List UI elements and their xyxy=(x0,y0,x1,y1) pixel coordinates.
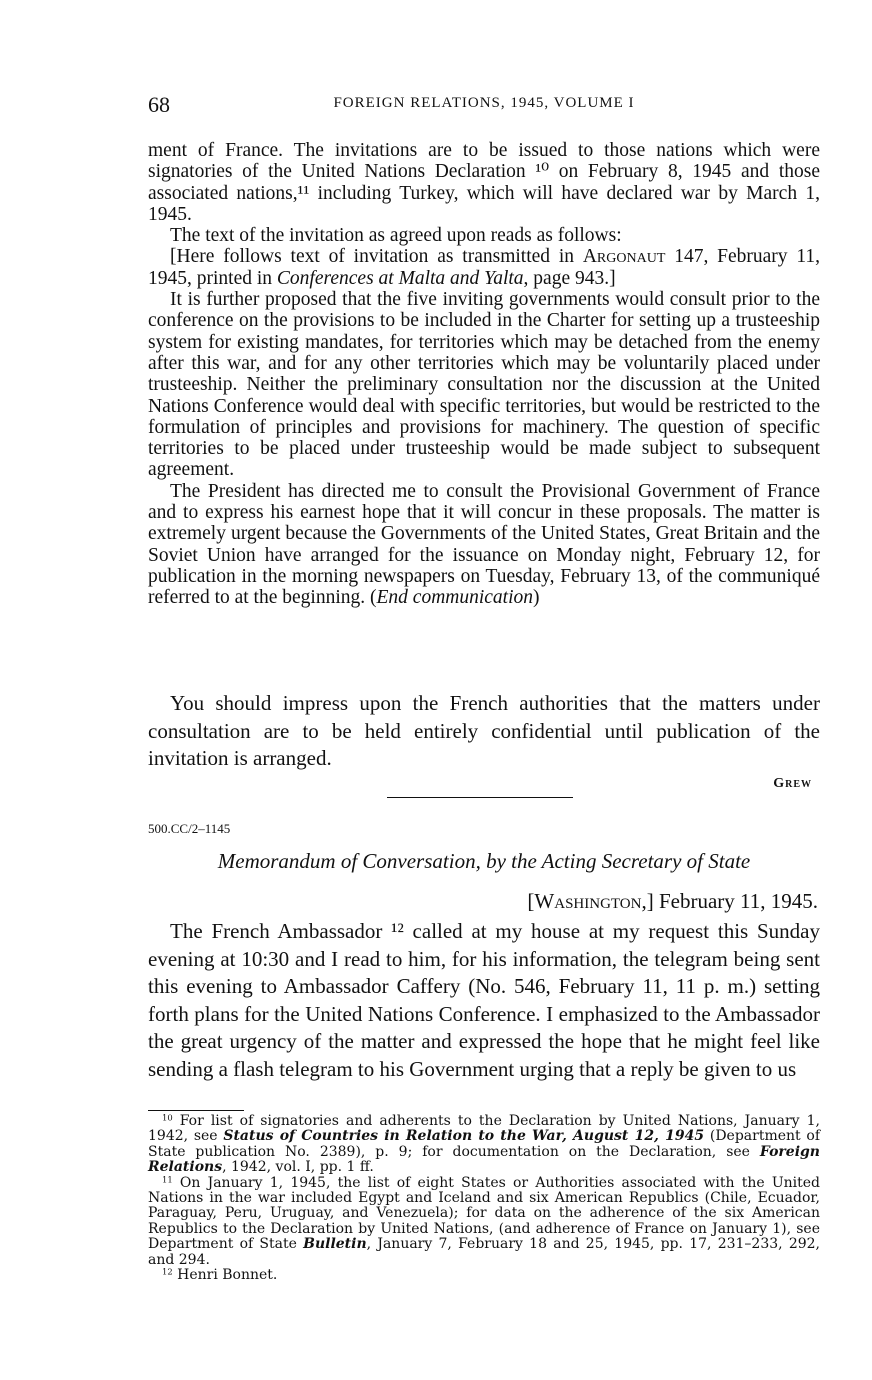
footnote-12: $^{12}$ Henri Bonnet. xyxy=(162,1266,278,1284)
signature: Grew xyxy=(773,776,812,791)
closing-body xyxy=(148,690,820,773)
footnote-10: $^{10}$ For list of signatories and adherents to the Declaration by United Nations, January 1, 1942, see Status of Countries in Relation to the War, August 12, 1945 (Department of State publication No. 2389), p. 9; for documentation on the Declaration, see Foreign Relations, 1942, vol. I, pp. 1 ff. xyxy=(148,1112,821,1176)
editorial-note: [Here follows text of invitation as transmitted in Argonaut 147, February 11, 1945, printed in Conferences at Malta and Yalta, page 943.] xyxy=(148,246,821,289)
paragraph: The President has directed me to consult the Provisional Government of France and to express his earnest hope that it will concur in these proposals. The matter is extremely urgent because the Governments of the United States, Great Britain and the Soviet Union have arranged for the issuance on Monday night, February 12, for publication in the morning newspapers on Tuesday, February 13, of the communiqué referred to at the beginning. (End communication) xyxy=(148,480,820,609)
page-number: 68 xyxy=(148,92,170,117)
footnote-11: $^{11}$ On January 1, 1945, the list of eight States or Authorities associated with the United Nations in the war included Egypt and Iceland and six American Republics (Chile, Ecuador, Paraguay, Peru, Uruguay, and Venezuela); for data on the adherence of the six American Republics to the Declaration by United Nations, (and adherence of France on January 1), see Department of State Bulletin, January 7, February 18 and 25, 1945, pp. 17, 231–233, 292, and 294. xyxy=(148,1174,820,1268)
memo-body xyxy=(148,918,820,1083)
paragraph: The French Ambassador ¹² called at my house at my request this Sunday evening at 10:30 and I read to him, for his information, the telegram being sent this evening to Ambassador Caffery (No. 546, February 11, 11 p. m.) setting forth plans for the United Nations Conference. I emphasized to the Ambassador the great urgency of the matter and expressed the hope that he might feel like sending a flash telegram to his Government urging that a reply be given to us xyxy=(148,919,820,1081)
paragraph: It is further proposed that the five inviting governments would consult prior to the conference on the provisions to be included in the Charter for setting up a trusteeship system for existing mandates, for territories which may be detached from the enemy after this war, and for any other territories which may be voluntarily placed under trusteeship. Neither the preliminary consultation nor the discussion at the United Nations Conference would deal with specific territories, but would be restricted to the formulation of principles and provisions for machinery. The question of specific territories to be placed under trusteeship would be made subject to subsequent agreement. xyxy=(148,289,820,481)
paragraph: ment of France. The invitations are to be issued to those nations which were signatories of the United Nations Declaration ¹⁰ on February 8, 1945 and those associated nations,¹¹ including Turkey, which will have declared war by March 1, 1945. xyxy=(148,140,820,225)
communication-body xyxy=(148,140,820,609)
memo-title: Memorandum of Conversation, by the Acting Secretary of State xyxy=(217,849,751,873)
running-header xyxy=(148,92,820,116)
paragraph: You should impress upon the French authorities that the matters under consultation are to be held entirely confidential until publication of the invitation is arranged. xyxy=(148,691,820,770)
footnote-rule xyxy=(148,1110,244,1111)
running-title: FOREIGN RELATIONS, 1945, VOLUME I xyxy=(333,95,635,111)
dateline: [Washington,] February 11, 1945. xyxy=(527,889,818,913)
footnotes xyxy=(148,1114,820,1283)
document-id: 500.CC/2–1145 xyxy=(148,821,231,836)
section-divider xyxy=(387,797,573,798)
paragraph: The text of the invitation as agreed upon reads as follows: xyxy=(170,225,622,247)
